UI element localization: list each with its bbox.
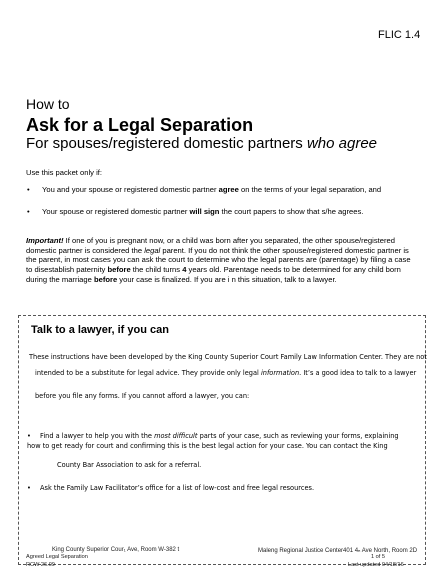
lawyer-paragraph-2 (35, 369, 416, 377)
footer-page-number: 1 of 5 (371, 554, 385, 560)
important-label: Important! (26, 236, 64, 245)
lawyer-box-title: Talk to a lawyer, if you can (31, 324, 169, 336)
important-before-2: before (93, 274, 118, 284)
footer-rcw: RCW 26.09 (26, 562, 55, 568)
p2-pre: intended to be a substitute for legal advice. They provide only legal (35, 369, 261, 377)
lawyer-paragraph-1: These instructions have been developed by the King County Superior Court Family Law Information Center. They are not (29, 353, 427, 361)
important-four: 4 (182, 265, 187, 275)
b1-pre: Find a lawyer to help you with the (40, 432, 155, 440)
bullet-2-bold: will sign (189, 207, 220, 216)
b1-post: parts of your case, such as reviewing your forms, explaining (197, 432, 399, 440)
important-before-1: before (107, 265, 131, 275)
bullet-icon: • (27, 207, 30, 216)
bullet-1-pre: You and your spouse or registered domestic partner (42, 185, 219, 194)
bullet-icon: • (27, 432, 31, 440)
bullet-2-pre: Your spouse or registered domestic partner (42, 207, 190, 216)
important-legal: legal (144, 245, 161, 255)
important-text-4: years old. Parentage needs to be determined for any child born during the marriage (26, 265, 401, 284)
lawyer-bullet-1-line-2: how to get ready for court and confirming this is the best legal action for your case. You can contact the King (27, 442, 388, 450)
bullet-icon: • (27, 484, 31, 492)
footer-form-name: Agreed Legal Separation (26, 554, 88, 560)
lawyer-paragraph-3: before you file any forms. If you cannot afford a lawyer, you can: (35, 392, 250, 400)
important-text-3: the child turns (130, 265, 183, 275)
subtitle-plain: For spouses/registered domestic partners (26, 135, 303, 152)
p2-post: . It’s a good idea to talk to a lawyer (299, 369, 417, 377)
footer-address-right: Maleng Regional Justice Center401 4ₙ Ave North, Room 2D (258, 548, 418, 554)
important-text-5: your case is finalized. If you are i n this situation, talk to a lawyer. (117, 274, 337, 284)
intro-bullet-2 (42, 207, 363, 216)
intro-bullet-1 (42, 185, 381, 194)
footer-address-left: King County Superior Cour₁ Ave, Room W-382 t (52, 547, 180, 553)
page-title: Ask for a Legal Separation (26, 115, 254, 135)
p2-italic: information (260, 369, 300, 377)
bullet-1-bold: agree (218, 185, 239, 194)
footer-last-updated: Last updated 04/18/16 (348, 562, 404, 568)
subtitle-italic: who agree (306, 135, 378, 152)
lawyer-bullet-1-line-3: County Bar Association to ask for a referral. (57, 461, 202, 469)
form-id: FLIC 1.4 (378, 29, 421, 41)
bullet-1-post: on the terms of your legal separation, and (238, 185, 382, 194)
important-text-1: If one of you is pregnant now, or a child was born after you separated, the other spouse/registered domestic partner is considered the (26, 236, 395, 255)
bullet-icon: • (27, 185, 30, 194)
b1-italic: most difficult (154, 432, 198, 440)
important-notice (26, 236, 416, 285)
lawyer-bullet-1 (40, 432, 399, 440)
use-only-text: Use this packet only if: (26, 168, 102, 177)
how-to-heading: How to (26, 96, 70, 112)
lawyer-bullet-2: Ask the Family Law Facilitator’s office for a list of low-cost and free legal resources. (40, 484, 315, 492)
bullet-2-post: the court papers to show that s/he agrees. (219, 207, 364, 216)
important-text-2: parent. If you do not think the other spouse/registered domestic partner is the parent, in most cases you can ask the court to determine who the legal parents are (parentage) by filing a case to disestablish paternity (26, 245, 411, 275)
page-subtitle (26, 135, 377, 152)
